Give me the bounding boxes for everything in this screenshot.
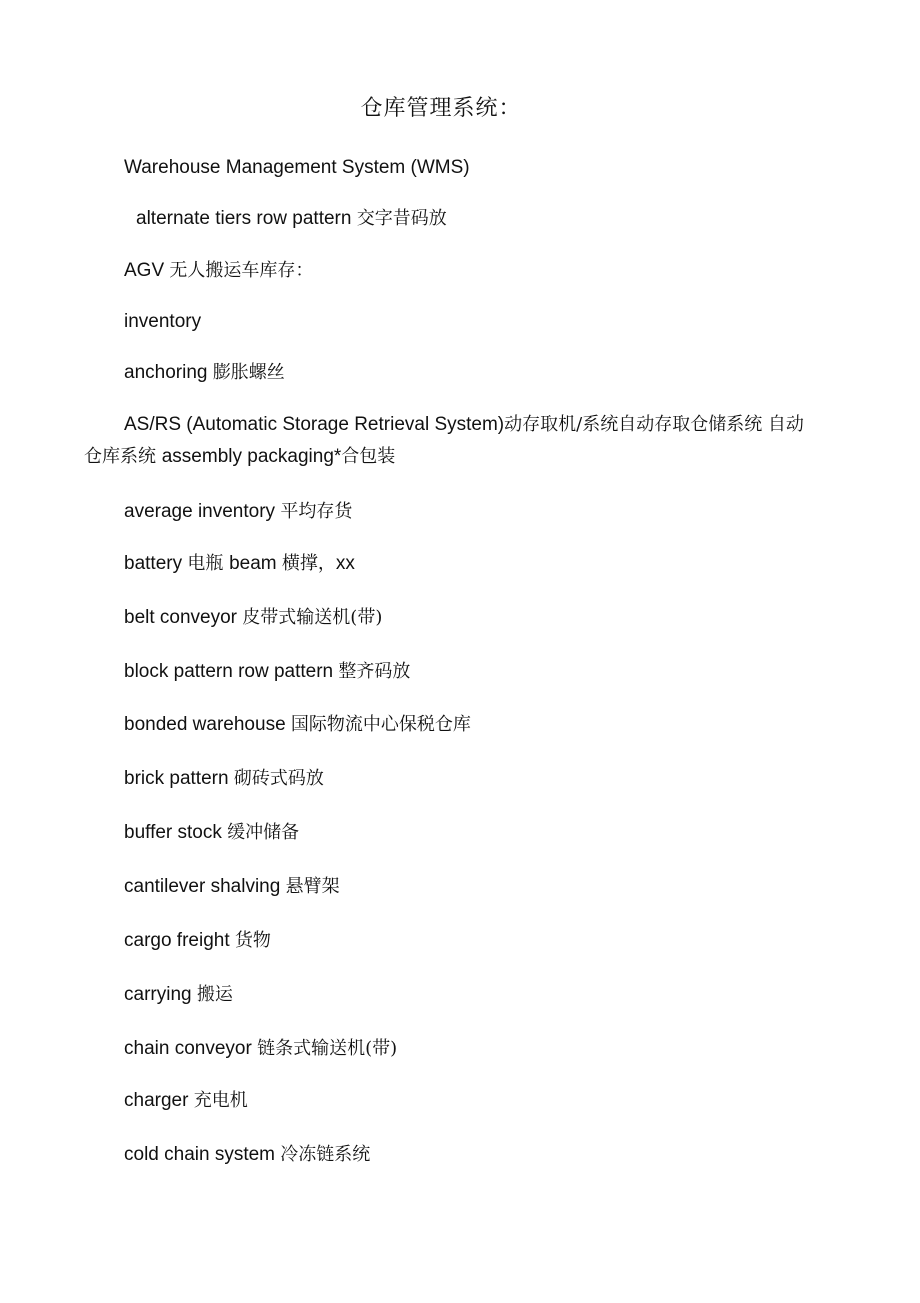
entry-term: charger (124, 1090, 194, 1111)
entry-term: belt conveyor (124, 607, 243, 628)
entry-translation: 链条式输送机(带) (257, 1038, 398, 1059)
entry-alternate-tiers (136, 203, 820, 235)
entry-asrs (84, 409, 814, 473)
entry-translation: 货物 (234, 930, 271, 951)
entry-chain-conveyor (124, 1033, 820, 1065)
page-title: 仓库管理系统： (360, 96, 522, 121)
entry-term: Warehouse Management System (WMS) (124, 157, 470, 178)
entry-carrying (124, 979, 820, 1011)
entry-charger (124, 1085, 820, 1117)
entry-translation: 搬运 (196, 984, 233, 1005)
entry-translation: 整齐码放 (338, 661, 411, 682)
entry-term: bonded warehouse (124, 714, 291, 735)
entry-term: AGV (124, 260, 170, 281)
entry-agv (124, 255, 820, 287)
entry-translation: 悬臂架 (285, 876, 340, 897)
entry-translation: 电瓶 (187, 553, 230, 574)
entry-translation: 国际物流中心保税仓库 (290, 714, 471, 735)
entry-term: chain conveyor (124, 1038, 258, 1059)
entry-term: average inventory (124, 501, 281, 522)
entry-translation: 砌砖式码放 (233, 768, 324, 789)
entry-term: cantilever shalving (124, 876, 286, 897)
entry-block-pattern (124, 656, 820, 688)
entry-buffer-stock (124, 817, 820, 849)
entry-term-2: beam (229, 553, 282, 574)
entry-translation: 平均存货 (280, 501, 353, 522)
entry-average-inventory (124, 496, 820, 528)
entry-translation: 充电机 (193, 1090, 248, 1111)
entry-term: block pattern row pattern (124, 661, 339, 682)
entry-translation: 皮带式输送机(带) (242, 607, 383, 628)
entry-cold-chain-system (124, 1139, 820, 1171)
entry-term: battery (124, 553, 188, 574)
entry-translation: 无人搬运车库存： (169, 260, 314, 281)
entry-cantilever-shalving (124, 871, 820, 903)
entry-term-3: xx (335, 553, 355, 574)
entry-translation: 膨胀螺丝 (212, 362, 285, 383)
entry-inventory (124, 306, 820, 338)
entry-cargo-freight (124, 925, 820, 957)
entry-bonded-warehouse (124, 709, 820, 741)
entry-brick-pattern (124, 763, 820, 795)
entry-term: alternate tiers row pattern (136, 208, 357, 229)
entry-anchoring (124, 357, 820, 389)
entry-battery-beam (124, 548, 820, 580)
entry-term: brick pattern (124, 768, 234, 789)
entry-term: anchoring (124, 362, 213, 383)
entry-term: cold chain system (124, 1144, 281, 1165)
entry-belt-conveyor (124, 602, 820, 634)
entry-translation-2: 横撑， (281, 553, 336, 574)
entry-term: inventory (124, 311, 202, 332)
entry-translation: 缓冲储备 (227, 822, 300, 843)
entry-translation: 动存取机/系统自动存取仓储系统 自动仓库系统 (84, 414, 804, 467)
entry-translation-2: 合包装 (341, 446, 396, 467)
entry-term: cargo freight (124, 930, 235, 951)
entry-translation: 冷冻链系统 (280, 1144, 371, 1165)
entry-term: AS/RS (Automatic Storage Retrieval System) (124, 414, 505, 435)
entry-term: buffer stock (124, 822, 228, 843)
entry-wms (124, 152, 820, 184)
entry-term-2: assembly packaging* (161, 446, 342, 467)
entry-translation: 交字昔码放 (356, 208, 447, 229)
entry-term: carrying (124, 984, 197, 1005)
